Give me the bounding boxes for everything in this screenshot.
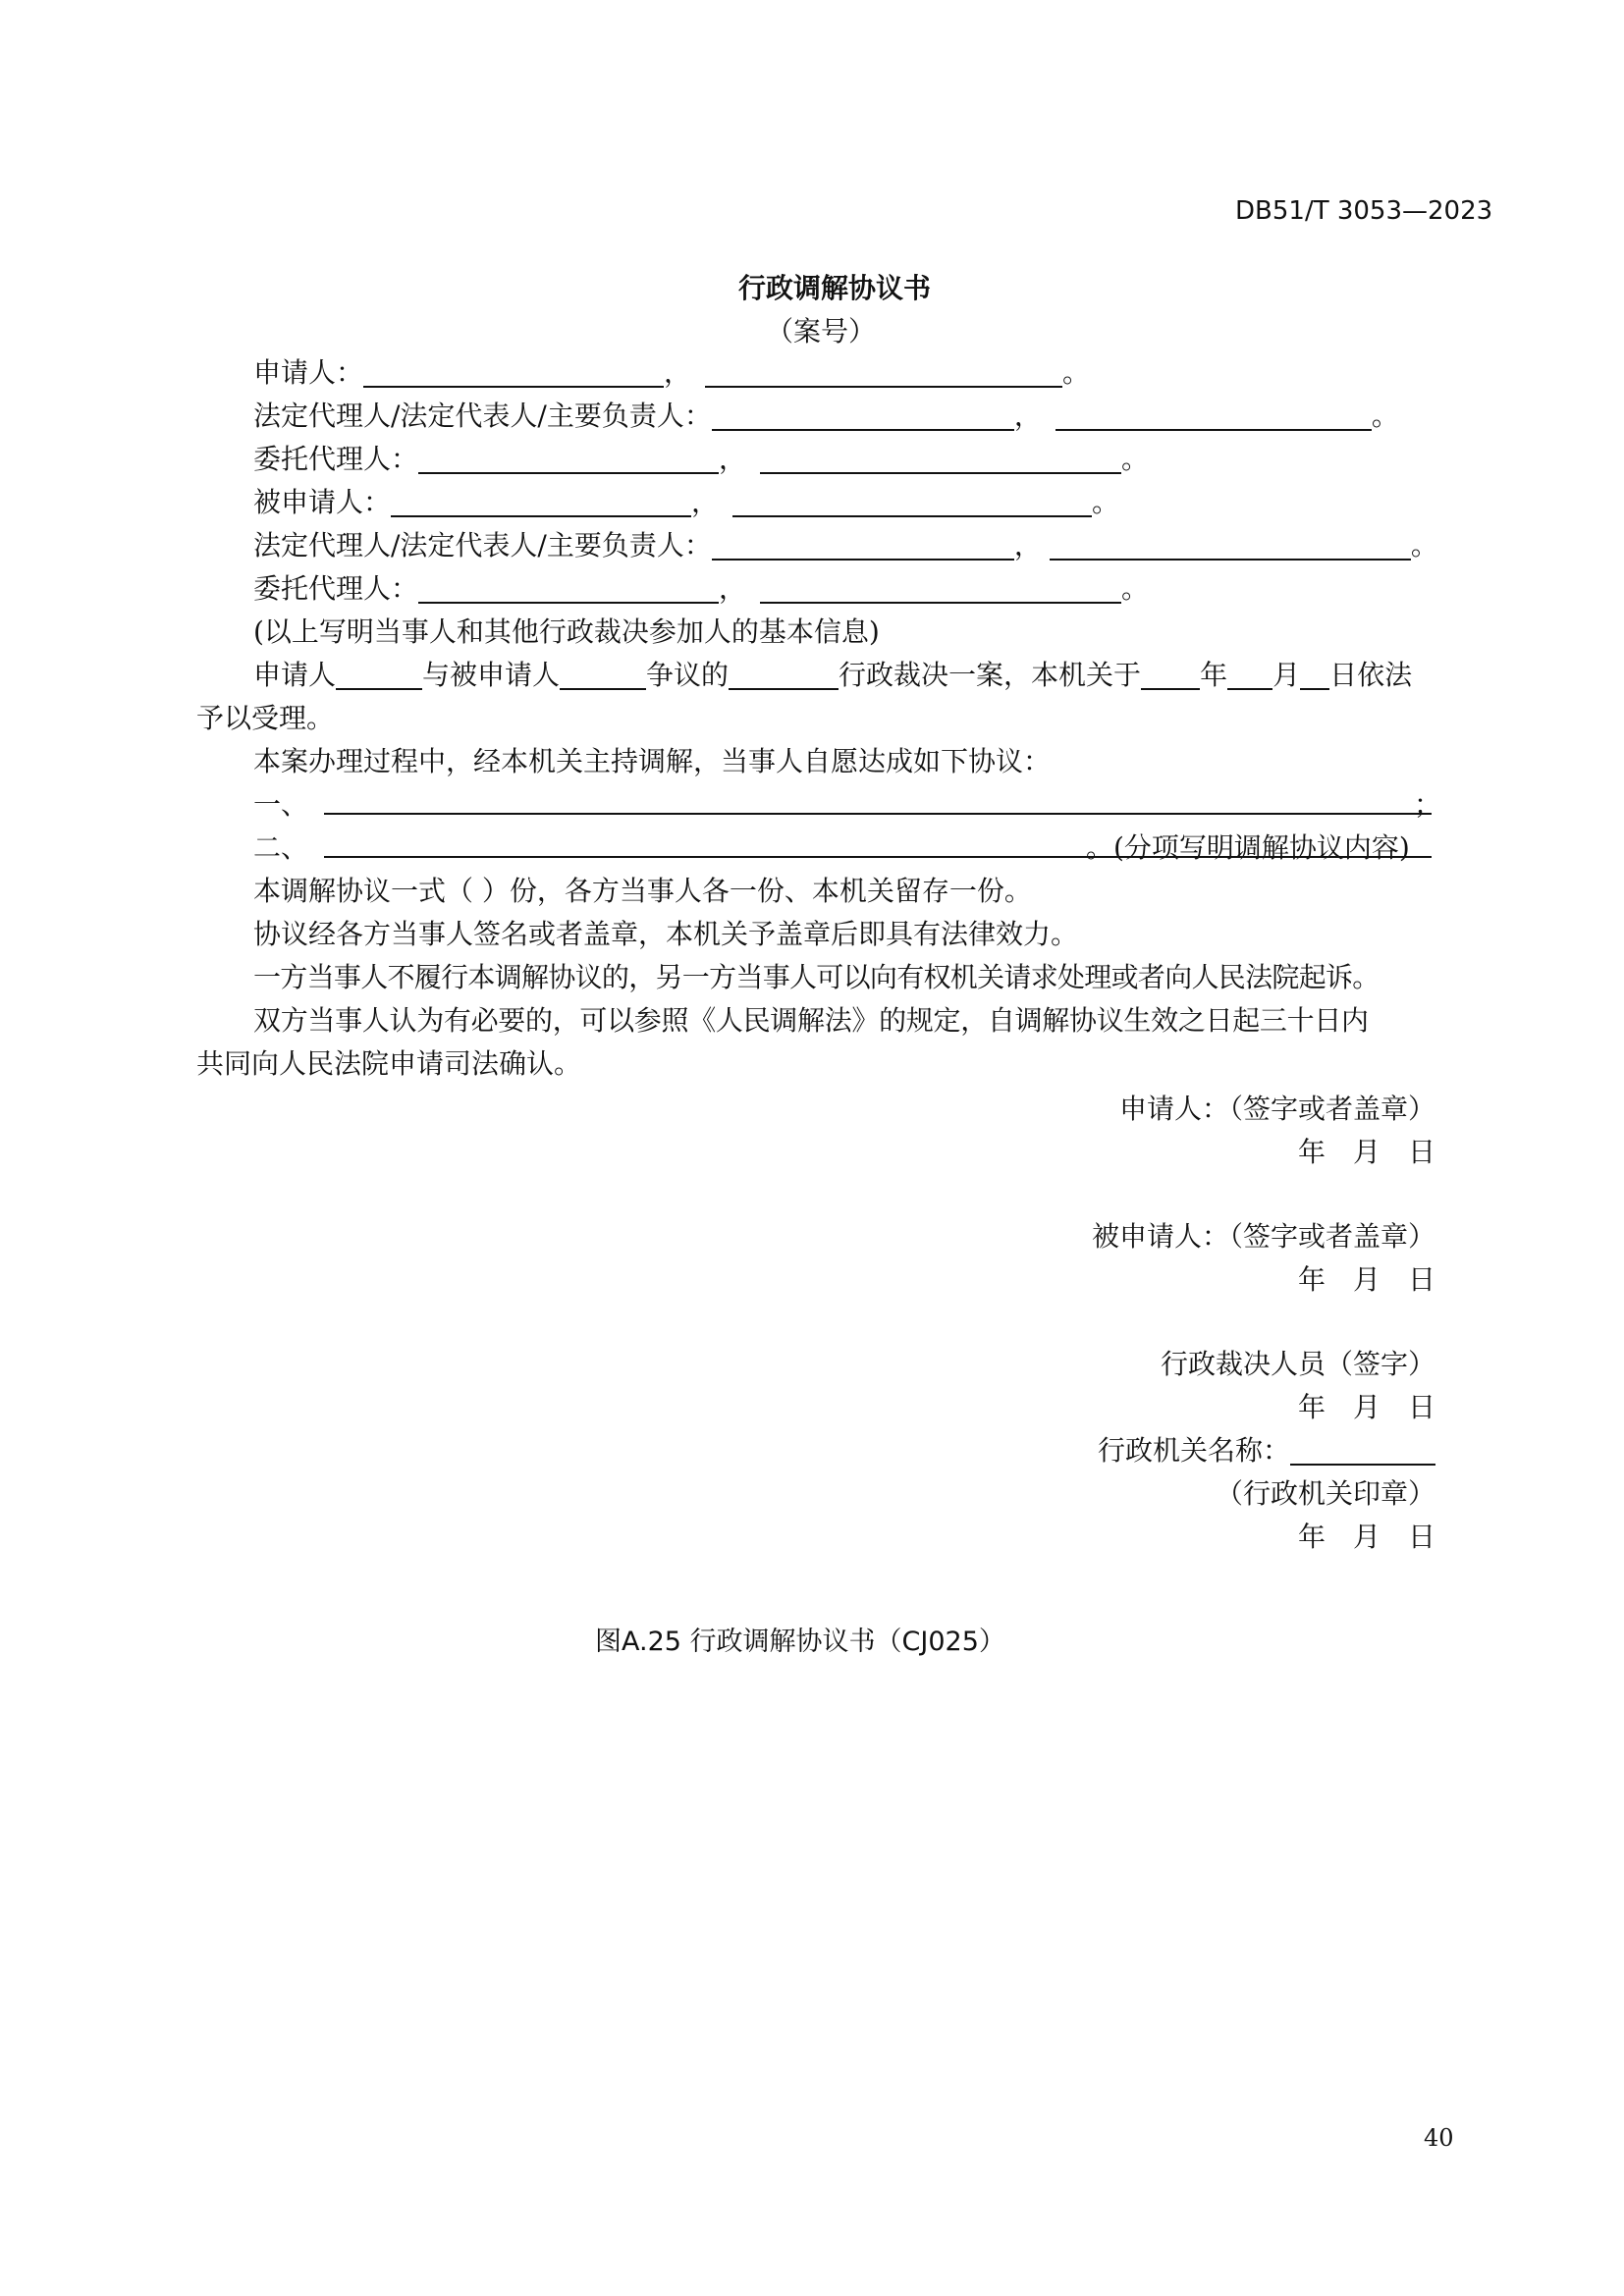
respondent-signature: 被申请人：（签字或者盖章） [1091,1220,1435,1253]
agency-name-line [1098,1429,1435,1472]
confirm-paragraph-line-1: 双方当事人认为有必要的，可以参照《人民调解法》的规定，自调解协议生效之日起三十日内 [253,1004,1369,1037]
agent-blank-2[interactable] [760,443,1121,474]
respondent-blank-2[interactable] [732,486,1092,517]
item-1-end: ； [1414,788,1442,821]
item-1-number: 一、 [253,788,309,821]
legal-rep-blank-2[interactable] [1056,400,1372,431]
accept-month-blank[interactable] [1227,659,1272,690]
agency-name-blank[interactable] [1290,1434,1435,1466]
acceptance-line-2: 予以受理。 [196,702,335,734]
applicant-blank-2[interactable] [705,356,1062,388]
applicant-date: 年 月 日 [1297,1136,1435,1168]
accept-applicant-blank[interactable] [336,659,422,690]
page-number: 40 [1424,2124,1454,2152]
applicant-label: 申请人： [253,356,364,389]
agent2-blank-1[interactable] [418,572,719,604]
acceptance-line-1: 申请人 与被申请人 争议的 行政裁决一案，本机关于 年 月 日依法 [253,659,1413,691]
agent-line-2: 委托代理人： ， 。 [253,572,1150,605]
respondent-date: 年 月 日 [1297,1263,1435,1296]
agent2-blank-2[interactable] [760,572,1121,604]
legal-rep-line-1: 法定代理人/法定代表人/主要负责人： ， 。 [253,400,1399,432]
agency-date: 年 月 日 [1297,1521,1435,1553]
legal-rep2-blank-1[interactable] [712,529,1014,561]
agent-blank-1[interactable] [418,443,719,474]
effect-paragraph: 协议经各方当事人签名或者盖章，本机关予盖章后即具有法律效力。 [253,918,1079,950]
standard-code: DB51/T 3053—2023 [1235,196,1493,226]
respondent-line: 被申请人： ， 。 [253,486,1120,518]
confirm-paragraph-line-2: 共同向人民法院申请司法确认。 [196,1047,582,1080]
agent-label: 委托代理人： [253,443,419,475]
breach-paragraph: 一方当事人不履行本调解协议的，另一方当事人可以向有权机关请求处理或者向人民法院起诉。 [253,961,1380,993]
agency-name-label: 行政机关名称： [1097,1434,1290,1467]
figure-caption: 图A.25 行政调解协议书（CJ025） [595,1627,1005,1657]
item-1-blank[interactable] [324,813,1432,815]
agency-seal: （行政机关印章） [1215,1477,1435,1510]
accept-respondent-blank[interactable] [560,659,646,690]
legal-rep-line-2: 法定代理人/法定代表人/主要负责人： ， 。 [253,529,1438,561]
copies-paragraph: 本调解协议一式（ ）份，各方当事人各一份、本机关留存一份。 [253,875,1032,907]
legal-rep-blank-1[interactable] [712,400,1014,431]
document-title: 行政调解协议书 [738,272,932,304]
process-paragraph: 本案办理过程中，经本机关主持调解，当事人自愿达成如下协议： [253,745,1052,777]
officer-signature: 行政裁决人员（签字） [1160,1348,1435,1380]
applicant-signature: 申请人：（签字或者盖章） [1118,1093,1435,1125]
legal-rep2-blank-2[interactable] [1050,529,1411,561]
applicant-blank-1[interactable] [363,356,664,388]
case-number: （案号） [766,315,877,347]
officer-date: 年 月 日 [1297,1391,1435,1423]
legal-rep-label: 法定代理人/法定代表人/主要负责人： [253,400,712,432]
respondent-blank-1[interactable] [391,486,691,517]
item-2-end: 。(分项写明调解协议内容) [1086,831,1410,864]
applicant-line: 申请人： ， 。 [253,356,1091,389]
accept-dispute-blank[interactable] [729,659,839,690]
accept-year-blank[interactable] [1141,659,1200,690]
accept-day-blank[interactable] [1300,659,1329,690]
respondent-label: 被申请人： [253,486,392,518]
agent-line-1: 委托代理人： ， 。 [253,443,1150,475]
parties-note: (以上写明当事人和其他行政裁决参加人的基本信息) [253,615,880,648]
item-2-number: 二、 [253,831,309,864]
